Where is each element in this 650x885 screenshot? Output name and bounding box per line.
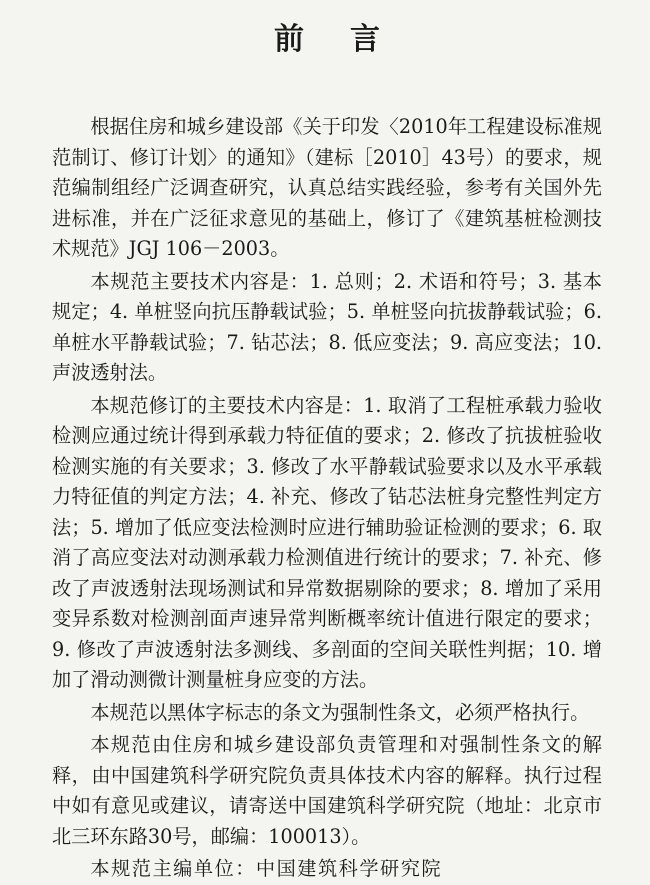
paragraph-main-contents: 本规范主要技术内容是：1. 总则；2. 术语和符号；3. 基本规定；4. 单桩竖向抗压静载试验；5. 单桩竖向抗拔静载试验；6. 单桩水平静载试验；7. 钻芯法；8. 低应变法；9. 高应变法；10. 声波透射法。 — [52, 269, 602, 384]
paragraph-administration: 本规范由住房和城乡建设部负责管理和对强制性条文的解释，由中国建筑科学研究院负责具体技术内容的解释。执行过程中如有意见或建议，请寄送中国建筑科学研究院（地址：北京市北三环东路30号，邮编：100013）。 — [52, 733, 602, 848]
document-body — [52, 112, 602, 885]
page-title: 前言 — [274, 22, 426, 57]
paragraph-mandatory-clauses: 本规范以黑体字标志的条文为强制性条文，必须严格执行。 — [90, 700, 590, 724]
paragraph-chief-editor: 本规范主编单位：中国建筑科学研究院 — [90, 857, 443, 880]
paragraph-basis: 根据住房和城乡建设部《关于印发〈2010年工程建设标准规范制订、修订计划〉的通知》（建标［2010］43号）的要求，规范编制组经广泛调查研究，认真总结实践经验，参考有关国外先进标准，并在广泛征求意见的基础上，修订了《建筑基桩检测技术规范》JGJ 106－2003。 — [52, 115, 602, 260]
paragraph-revised-contents: 本规范修订的主要技术内容是：1. 取消了工程桩承载力验收检测应通过统计得到承载力特征值的要求；2. 修改了抗拔桩验收检测实施的有关要求；3. 修改了水平静载试验要求以及水平承载力特征值的判定方法；4. 补充、修改了钻芯法桩身完整性判定方法；5. 增加了低应变法检测时应进行辅助验证检测的要求；6. 取消了高应变法对动测承载力检测值进行统计的要求；7. 补充、修改了声波透射法现场测试和异常数据剔除的要求；8. 增加了采用变异系数对检测剖面声速异常判断概率统计值进行限定的要求；9. 修改了声波透射法多测线、多剖面的空间关联性判据；10. 增加了滑动测微计测量桩身应变的方法。 — [52, 393, 602, 691]
